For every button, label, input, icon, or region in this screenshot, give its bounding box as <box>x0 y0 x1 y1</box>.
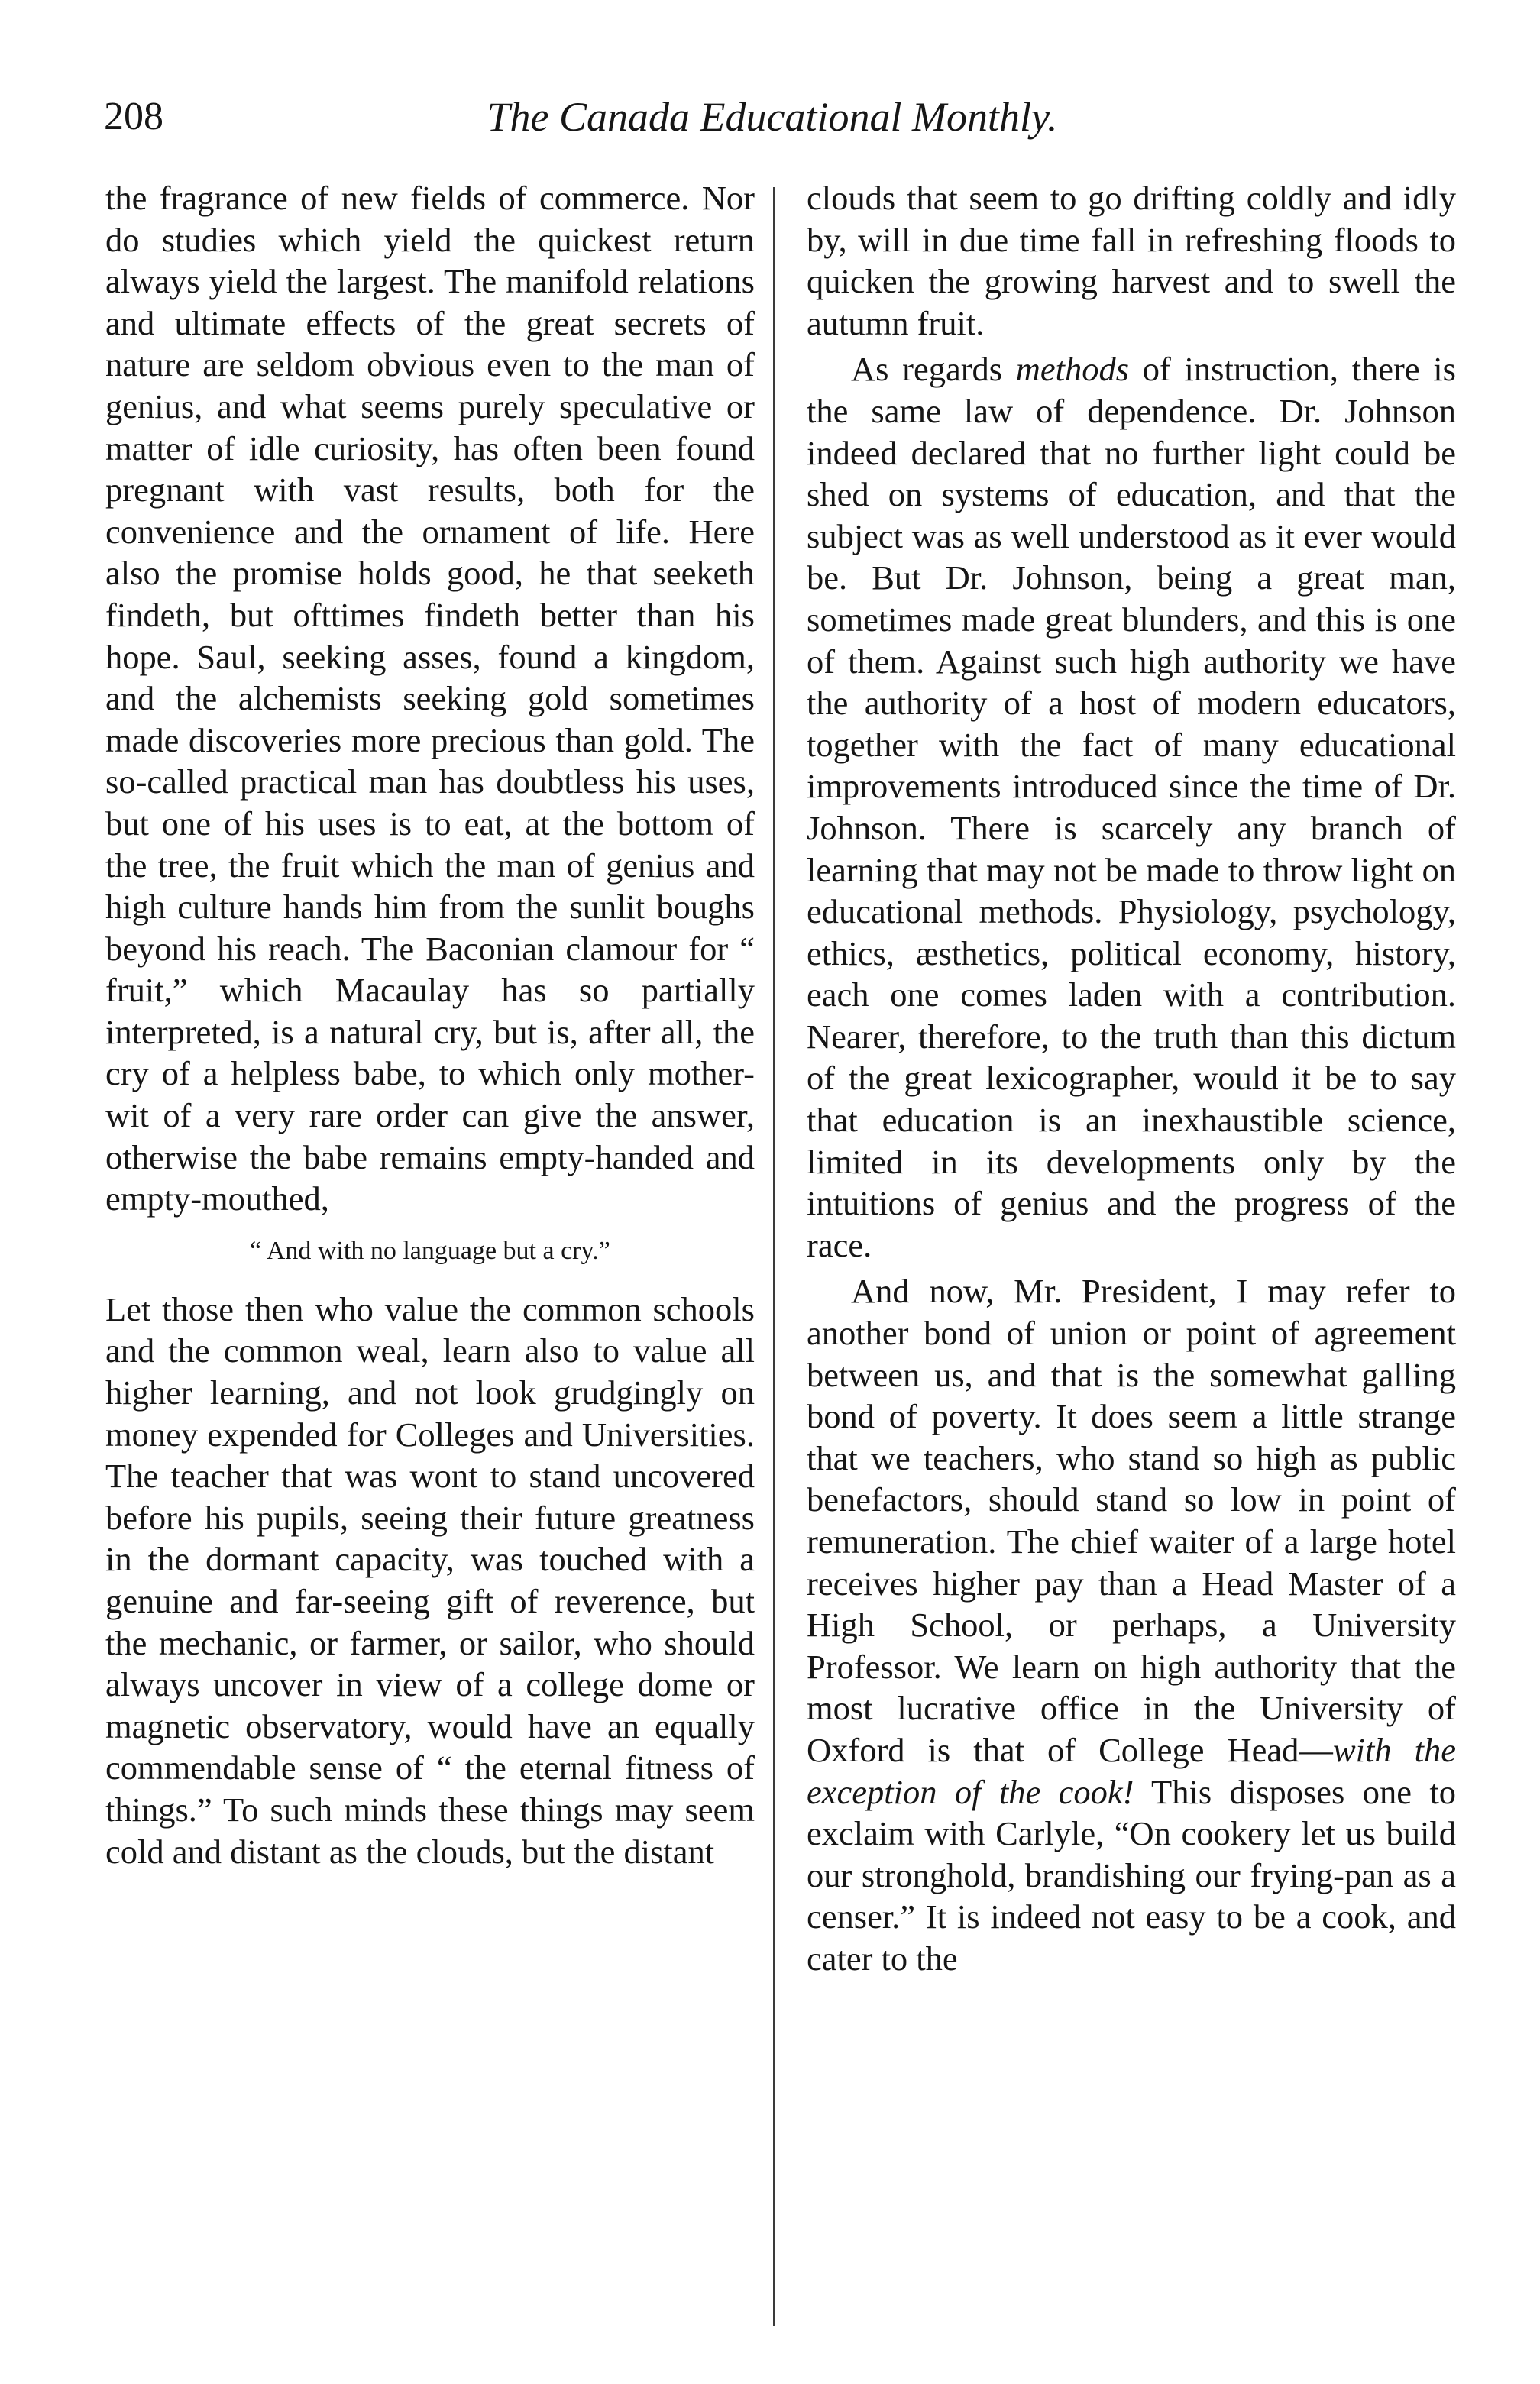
right-paragraph-3-start: And now, Mr. President, I may refer to another bond of union or point of agreement between us, and that is the somewhat galling bond of poverty. It does seem a little strange that we teachers, who stand so high as public benefactors, should stand so low in point of remuneration. The chief waiter of a large hotel receives higher pay than a Head Master of a High School, or perhaps, a University Professor. We learn on high authority that the most lucrative office in the University of Oxford is that of College Head— <box>807 1272 1456 1769</box>
running-title: The Canada Educational Monthly. <box>487 94 1058 140</box>
left-column <box>105 177 755 1872</box>
right-paragraph-2-rest: of instruction, there is the same law of dependence. Dr. Johnson indeed declared that no further light could be shed on systems of education, and that the subject was as well understood as it ever would be. But Dr. Johnson, being a great man, sometimes made great blunders, and this is one of them. Against such high authority we have the authority of a host of modern educators, together with the fact of many educational improvements introduced since the time of Dr. Johnson. There is scarcely any branch of learning that may not be made to throw light on educational methods. Physiology, psychology, ethics, æsthetics, political economy, history, each one comes laden with a contribution. Nearer, therefore, to the truth than this dictum of the great lexicographer, would it be to say that education is an inexhaustible science, limited in its developments only by the intuitions of genius and the progress of the race. <box>807 350 1456 1264</box>
right-paragraph-2-start: As regards <box>851 350 1016 389</box>
emphasis-methods: methods <box>1015 350 1130 389</box>
left-paragraph-1: the fragrance of new fields of commerce. Nor do studies which yield the quickest return always yield the largest. The manifold relations and ultimate effects of the great secrets of nature are seldom obvious even to the man of genius, and what seems purely speculative or matter of idle curiosity, has often been found pregnant with vast results, both for the convenience and the ornament of life. Here also the promise holds good, he that seeketh findeth, but ofttimes findeth better than his hope. Saul, seeking asses, found a kingdom, and the alchemists seeking gold sometimes made discoveries more precious than gold. The so-called practical man has doubtless his uses, but one of his uses is to eat, at the bottom of the tree, the fruit which the man of genius and high culture hands him from the sunlit boughs beyond his reach. The Baconian clamour for “ fruit,” which Macaulay has so partially interpreted, is a natural cry, but is, after all, the cry of a helpless babe, to which only mother-wit of a very rare order can give the answer, otherwise the babe remains empty-handed and empty-mouthed, <box>105 179 755 1218</box>
column-divider <box>773 187 775 2326</box>
right-paragraph-3-rest: This disposes one to exclaim with Carlyle, “On cookery let us build our stronghold, brandishing our frying-pan as a censer.” It is indeed not easy to be a cook, and cater to the <box>807 1772 1456 1978</box>
page-number: 208 <box>104 95 163 138</box>
verse-quote: “ And with no language but a cry.” <box>250 1236 610 1265</box>
right-paragraph-3 <box>807 1270 1456 1979</box>
right-column <box>807 177 1456 1980</box>
emphasis-cook: with the exception of the cook! <box>807 1730 1456 1811</box>
page-header <box>104 90 1441 144</box>
right-paragraph-1: clouds that seem to go drifting coldly and idly by, will in due time fall in refreshing floods to quicken the growing harvest and to swell the autumn fruit. <box>807 179 1456 342</box>
right-paragraph-2 <box>807 348 1456 1266</box>
left-paragraph-2: Let those then who value the common schools and the common weal, learn also to value all higher learning, and not look grudgingly on money expended for Colleges and Universities. The teacher that was wont to stand uncovered before his pupils, seeing their future greatness in the dormant capacity, was touched with a genuine and far-seeing gift of reverence, but the mechanic, or farmer, or sailor, who should always uncover in view of a college dome or magnetic observatory, would have an equally commendable sense of “ the eternal fitness of things.” To such minds these things may seem cold and distant as the clouds, but the distant <box>105 1289 755 1871</box>
